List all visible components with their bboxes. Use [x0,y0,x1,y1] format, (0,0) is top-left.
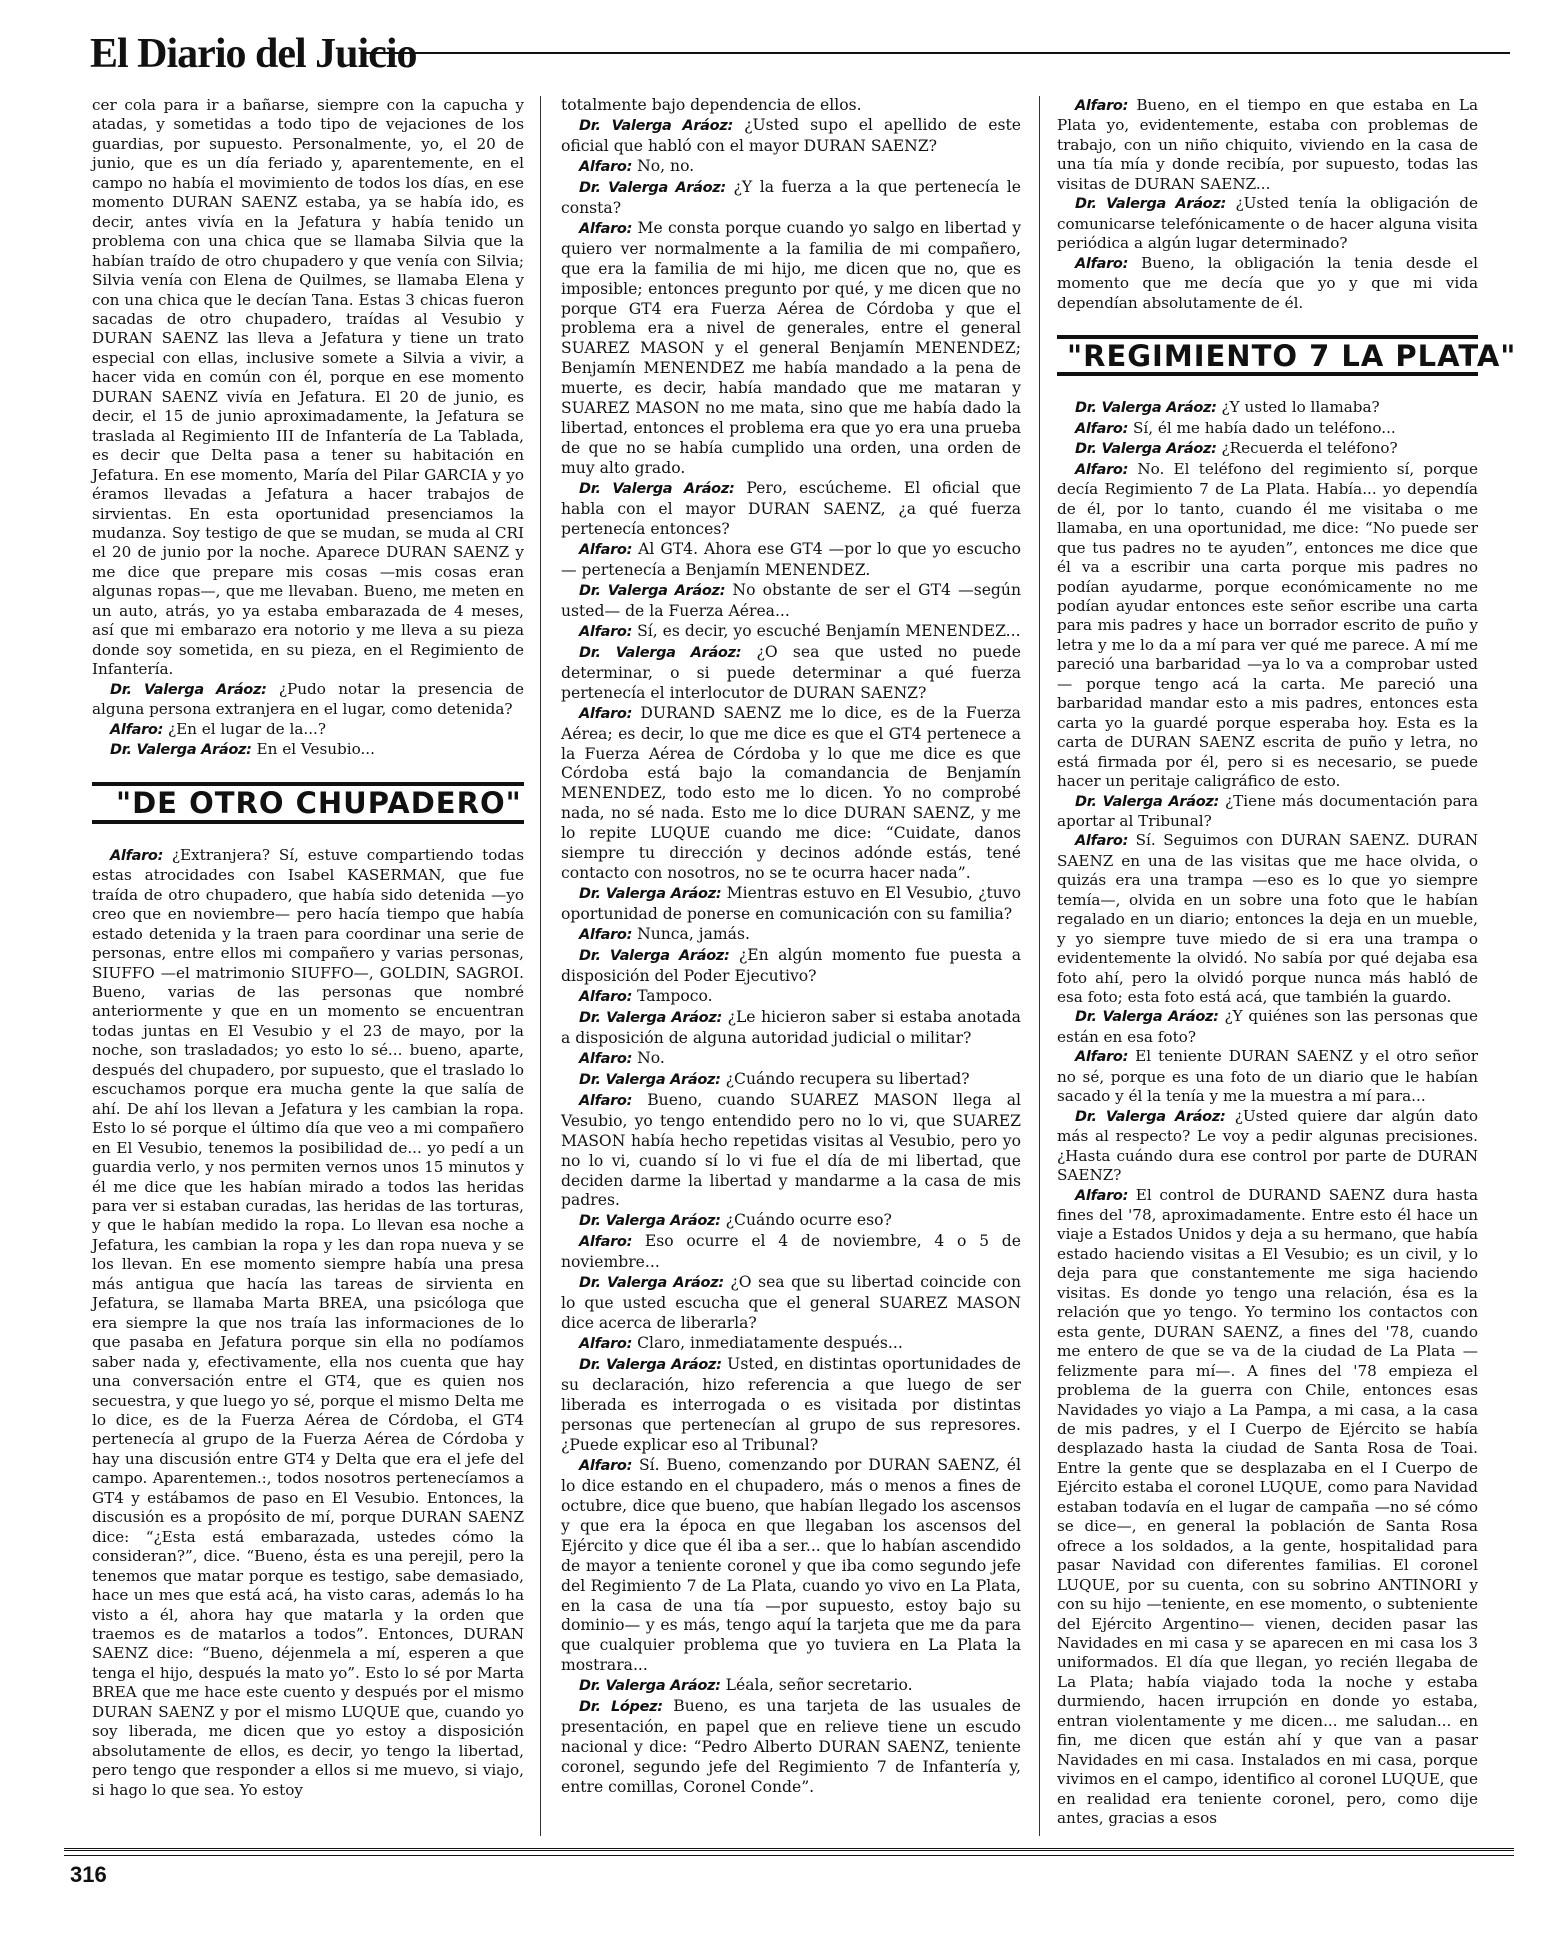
paragraph: Dr. Valerga Aráoz: ¿Y usted lo llamaba? [1075,398,1380,417]
speaker: Dr. Valerga Aráoz: [579,1071,721,1088]
speaker: Dr. Valerga Aráoz: [1075,400,1217,417]
paragraph: Dr. Valerga Aráoz: ¿Y quiénes son las personas que están en esa foto? [1057,1007,1478,1046]
speaker: Alfaro: [579,1336,633,1353]
speaker: Alfaro: [1075,1049,1129,1066]
speaker: Alfaro: [1075,420,1129,437]
paragraph: Dr. Valerga Aráoz: ¿Recuerda el teléfono? [1075,439,1398,458]
paragraph: Dr. Valerga Aráoz: ¿O sea que su libertad coincide con lo que usted escucha que el general SUAREZ MASON dice acerca de liberarla? [561,1273,1021,1333]
paragraph: Alfaro: Al GT4. Ahora ese GT4 —por lo que yo escucho— pertenecía a Benjamín MENENDEZ. [561,539,1021,579]
bottom-rule [64,1848,1514,1856]
paragraph: Alfaro: ¿En el lugar de la...? [110,719,327,738]
speaker: Dr. Valerga Aráoz: [579,948,730,965]
speaker: Alfaro: [579,705,633,722]
paragraph: Dr. Valerga Aráoz: En el Vesubio... [110,739,375,758]
speaker: Alfaro: [579,988,633,1005]
paragraph: Dr. Valerga Aráoz: ¿Usted quiere dar algún dato más al respecto? Le voy a pedir algunas precisiones. ¿Hasta cuándo dura ese control por parte de DURAN SAENZ? [1057,1106,1479,1185]
speaker: Dr. Valerga Aráoz: [579,1678,721,1695]
speaker: Dr. Valerga Aráoz: [579,1275,724,1292]
paragraph: Alfaro: Sí, es decir, yo escuché Benjamín MENENDEZ... [579,621,1021,640]
paragraph: Dr. Valerga Aráoz: Pero, escúcheme. El oficial que habla con el mayor DURAN SAENZ, ¿a qué fuerza pertenecía entonces? [561,479,1021,539]
speaker: Dr. Valerga Aráoz: [579,886,722,903]
masthead [90,30,1510,80]
paragraph: Alfaro: Nunca, jamás. [579,925,750,944]
paragraph: Alfaro: Sí, él me había dado un teléfono... [1075,418,1396,437]
section-headline: "DE OTRO CHUPADERO" [92,782,524,823]
speaker: Dr. López: [579,1699,663,1716]
paragraph: totalmente bajo dependencia de ellos. [561,96,862,114]
speaker: Dr. Valerga Aráoz: [579,1213,721,1230]
paragraph: Dr. Valerga Aráoz: ¿Cuándo ocurre eso? [579,1211,892,1230]
speaker: Alfaro: [579,927,633,944]
speaker: Dr. Valerga Aráoz: [110,741,252,758]
paragraph: Alfaro: Bueno, cuando SUAREZ MASON llega al Vesubio, yo tengo entendido pero no lo vi, que SUAREZ MASON había hecho repetidas visitas al Vesubio, pero yo no lo vi, cuando sí lo vi fue el día de mi libertad, que deciden darme la libertad y mandarme a la casa de mis padres. [561,1090,1021,1210]
paragraph: Dr. Valerga Aráoz: ¿Usted supo el apellido de este oficial que habló con el mayor DURAN SAENZ? [561,115,1021,155]
speaker: Dr. Valerga Aráoz: [579,179,726,196]
speaker: Dr. Valerga Aráoz: [579,117,733,134]
paragraph: Alfaro: No. [579,1048,665,1067]
speaker: Dr. Valerga Aráoz: [579,644,742,661]
speaker: Alfaro: [579,158,633,175]
paragraph: Dr. Valerga Aráoz: ¿Le hicieron saber si estaba anotada a disposición de alguna autoridad judicial o militar? [561,1007,1021,1047]
speaker: Dr. Valerga Aráoz: [1075,196,1226,213]
paragraph: Dr. Valerga Aráoz: Usted, en distintas oportunidades de su declaración, hizo referencia a que luego de ser liberada es interrogada o es visitada por distintas personas que pertenecían al grupo de sus represores. ¿Puede explicar eso al Tribunal? [561,1355,1021,1454]
paragraph: Dr. Valerga Aráoz: ¿En algún momento fue puesta a disposición del Poder Ejecutivo? [561,946,1021,985]
paragraph: Dr. Valerga Aráoz: Léala, señor secretario. [579,1676,913,1695]
paragraph: Dr. Valerga Aráoz: No obstante de ser el GT4 —según usted— de la Fuerza Aérea... [561,580,1021,620]
column-divider [1039,96,1040,1836]
paragraph: Alfaro: Claro, inmediatamente después... [579,1334,903,1353]
paragraph: Alfaro: No, no. [579,156,695,175]
column-1 [92,96,524,1800]
speaker: Alfaro: [1075,255,1129,272]
masthead-rule [362,52,1510,54]
paragraph: Dr. Valerga Aráoz: ¿Usted tenía la obligación de comunicarse telefónicamente o de hacer alguna visita periódica a algún lugar determinado? [1057,194,1479,253]
speaker: Alfaro: [579,541,633,558]
speaker: Dr. Valerga Aráoz: [579,1357,722,1374]
paragraph: Dr. Valerga Aráoz: ¿O sea que usted no puede determinar, o si puede determinar a qué fuerza pertenecía el interlocutor de DURAN SAENZ? [561,642,1021,702]
paragraph: Dr. López: Bueno, es una tarjeta de las usuales de presentación, en papel que en relieve tiene un escudo nacional y dice: “Pedro Alberto DURAN SAENZ, teniente coronel, segundo jefe del Regimiento 7 de Infantería y, entre comillas, Coronel Conde”. [561,1697,1021,1797]
paragraph: Dr. Valerga Aráoz: ¿Y la fuerza a la que pertenecía le consta? [561,177,1021,217]
paragraph: Alfaro: Eso ocurre el 4 de noviembre, 4 o 5 de noviembre... [561,1232,1021,1272]
speaker: Alfaro: [579,1234,633,1251]
paragraph: Alfaro: El teniente DURAN SAENZ y el otro señor no sé, porque es una foto de un diario que le habían sacado y él la tenía y me la muestra a mí para... [1057,1047,1478,1106]
paragraph: Dr. Valerga Aráoz: ¿Pudo notar la presencia de alguna persona extranjera en el lugar, como detenida? [92,679,524,719]
speaker: Dr. Valerga Aráoz: [1075,441,1217,458]
column-2 [561,96,1021,1798]
speaker: Alfaro: [110,847,164,864]
masthead-title: El Diario del Juicio [90,31,417,77]
paragraph: Alfaro: DURAND SAENZ me lo dice, es de la Fuerza Aérea; es decir, lo que me dice es que el GT4 pertenece a la Fuerza Aérea de Córdoba y lo que me dice es que Córdoba está bajo la comandancia de Benjamín MENENDEZ, todo esto me lo dicen. Yo no comprobé nada, no sé nada. Esto me lo dice DURAN SAENZ, y me lo repite LUQUE cuando me dice: “Cuidate, danos siempre tu dirección y decinos adónde estás, tené contacto con nosotros, no se te ocurra hacer nada”. [561,703,1021,883]
paragraph: cer cola para ir a bañarse, siempre con la capucha y atadas, y sometidas a todo tipo de vejaciones de los guardias, por supuesto. Personalmente, yo, el 20 de junio, que es un día feriado y, aparentemente, en el campo no había el movimiento de todos los días, en ese momento DURAN SAENZ estaba, ya se había ido, es decir, antes vivía en la Jefatura y había tenido un problema con una chica que se llamaba Silvia que la habían traído de otro chupadero y que venía con Silvia; Silvia venía con Elena de Quilmes, se llamaba Elena y con una chica que le decían Tana. Estas 3 chicas fueron sacadas de otro chupadero, traídas al Vesubio y DURAN SAENZ las lleva a Jefatura y tiene un trato especial con ellas, inclusive somete a Silvia a vivir, a hacer vida en común con él, porque en ese momento DURAN SAENZ vivía en Jefatura. El 20 de junio, es decir, el 15 de junio aproximadamente, la Jefatura se traslada al Regimiento III de Infantería de La Tablada, es decir que Delta pasa a tener su habitación en Jefatura. En ese momento, María del Pilar GARCIA y yo éramos llevadas a Jefatura a hacer trabajos de sirvientas. En esta oportunidad presenciamos la mudanza. Soy testigo de que se mudan, se muda al CRI el 20 de junio por la noche. Aparece DURAN SAENZ y me dice que prepare mis cosas —mis cosas eran algunas ropas—, que me llevaban. Bueno, me meten en un auto, atrás, yo ya estaba embarazada de 4 meses, así que mi embarazo era notorio y me lleva a su pieza donde soy sometida, en su pieza, en el Regimiento de Infantería. [92,96,524,679]
paragraph: Alfaro: Me consta porque cuando yo salgo en libertad y quiero ver normalmente a la familia de mi compañero, que era la familia de mi hijo, me dicen que no, que es imposible; entonces pregunto por qué, y me dicen que no porque GT4 era Fuerza Aérea de Córdoba y que el problema era a nivel de generales, entre el general SUAREZ MASON y el general Benjamín MENENDEZ; Benjamín MENENDEZ me había mandado a la pena de muerte, es decir, había mandado que me mataran y SUAREZ MASON no me mata, sino que me había dado la libertad, entonces el problema era que yo era una prueba de que no se había cumplido una orden, una orden de muy alto grado. [561,218,1021,478]
speaker: Alfaro: [1075,98,1129,114]
speaker: Dr. Valerga Aráoz: [579,1009,722,1026]
speaker: Dr. Valerga Aráoz: [110,681,267,698]
paragraph: Alfaro: No. El teléfono del regimiento sí, porque decía Regimiento 7 de La Plata. Había... yo dependía de él, por lo tanto, cuando él me visitaba o me llamaba, en una oportunidad, me dice: “No puede ser que tus padres no te ayuden”, entonces me dice que él va a escribir una carta porque mis padres no podían ayudarme, porque económicamente no me podían ayudar entonces este señor escribe una carta para mis padres y hace un borrador escrito de puño y letra y me lo da a mí para ver qué me parece. A mí me pareció una barbaridad —ya lo va a comprobar usted— porque tengo acá la carta. Me pareció una barbaridad mandar esto a mis padres, entonces esta carta yo la guardé porque esperaba hoy. Esta es la carta de DURAN SAENZ escrita de puño y letra, no está firmada por él, pero si es necesario, se puede hacer un peritaje caligráfico de esto. [1057,459,1479,791]
paragraph: Alfaro: Sí. Bueno, comenzando por DURAN SAENZ, él lo dice estando en el chupadero, más o menos a fines de octubre, dice que bueno, que habían llegado los ascensos y que era la época en que llegaban los ascensos del Ejército y dice que él iba a ser... que lo habían ascendido de mayor a teniente coronel y que iba como segundo jefe del Regimiento 7 de La Plata, cuando yo vivo en La Plata, en la casa de una tía —por supuesto, estoy bajo su dominio— y es más, tengo aquí la tarjeta que me da para que cualquier problema que yo tuviera en La Plata la mostrara... [561,1455,1021,1675]
paragraph: Alfaro: ¿Extranjera? Sí, estuve compartiendo todas estas atrocidades con Isabel KASERMAN, que fue traída de otro chupadero, que había sido detenida —yo creo que en noviembre— pero hacía tiempo que había estado detenida y la traen para coordinar una serie de personas, entre ellos mi compañero y varias personas, SIUFFO —el matrimonio SIUFFO—, GOLDIN, SAGROI. Bueno, varias de las personas que nombré anteriormente y que en un momento se encuentran todas juntas en El Vesubio y el 23 de mayo, por la noche, son trasladados; yo esto lo sé... bueno, aparte, después del chupadero, por supuesto, que el traslado lo escuchamos porque era mucha gente la que salía de ahí. De ahí los llevan a Jefatura y les cambian la ropa. Esto lo sé porque el último día que veo a mi compañero en El Vesubio, tenemos la posibilidad de... yo pedí a un guardia verlo, y nos permiten vernos unos 15 minutos y él me dice que les habían mirado a todos las heridas para ver si estaban curadas, las heridas de las torturas, y que le habían medido la ropa. Lo llevan esa noche a Jefatura, les cambian la ropa y les dan ropa nueva y se los llevan. En ese momento siempre había una presa más antigua que hacía las tareas de sirvienta en Jefatura, se llamaba Marta BREA, una psicóloga que era siempre la que nos traía las informaciones de lo que pasaba en Jefatura porque sin ella no podíamos saber nada y, efectivamente, ella nos cuenta que hay una conversación entre el GT4, que es quien nos secuestra, y que luego yo sé, porque el mismo Delta me lo dice, es de la Fuerza Aérea de Córdoba, el GT4 pertenecía al grupo de la Fuerza Aérea de Córdoba y hay una discusión entre GT4 y Delta que era el jefe del campo. Aparentemen.:, todos nosotros pertenecíamos a GT4 y estábamos de paso en El Vesubio. Entonces, la discusión es a propósito de mí, porque DURAN SAENZ dice: “¿Esta está embarazada, ustedes cómo la consideran?”, dice. “Bueno, ésta es una perejil, pero la tenemos que matar porque es testigo, sabe demasiado, hace un mes que está acá, ha visto caras, además lo ha visto a él, ahora hay que matarla y la orden que traemos es de matarlos a todos”. Entonces, DURAN SAENZ dice: “Bueno, déjenmela a mí, esperen a que tenga el hijo, después la mato yo”. Esto lo sé por Marta BREA que me hace este cuento y después por el mismo DURAN SAENZ y por el mismo LUQUE que, cuando yo soy liberada, me dicen que yo estoy a disposición absolutamente de ellos, es decir, yo tengo la libertad, pero tengo que responder a ellos si me muevo, si viajo, si hago lo que sea. Yo estoy [92,845,524,1799]
speaker: Dr. Valerga Aráoz: [579,481,735,498]
paragraph: Dr. Valerga Aráoz: ¿Tiene más documentación para aportar al Tribunal? [1057,791,1478,830]
speaker: Alfaro: [579,623,633,640]
speaker: Alfaro: [1075,461,1129,478]
paragraph: Dr. Valerga Aráoz: ¿Cuándo recupera su libertad? [579,1069,970,1088]
speaker: Alfaro: [579,1050,633,1067]
speaker: Dr. Valerga Aráoz: [1075,1108,1226,1125]
speaker: Alfaro: [110,721,164,738]
column-divider [540,96,541,1836]
paragraph: Alfaro: Tampoco. [579,986,713,1005]
speaker: Alfaro: [579,220,633,237]
section-headline: "REGIMIENTO 7 LA PLATA" [1057,335,1478,376]
speaker: Alfaro: [579,1092,633,1109]
paragraph: Alfaro: El control de DURAND SAENZ dura hasta fines del '78, aproximadamente. Entre esto él hace un viaje a Estados Unidos y deja a su hermano, que había estado haciendo visitas a El Vesubio; es un civil, y lo deja para que constantemente me siga haciendo visitas. Es donde yo tengo una relación, ésa es la relación que yo tengo. Yo termino los contactos con esta gente, DURAN SAENZ, a fines del '78, cuando me entero de que se va de la ciudad de La Plata —felizmente para mí—. A fines del '78 empieza el problema de la guerra con Chile, entonces esas Navidades yo viajo a La Pampa, a mi casa, a la casa de mis padres, y el I Cuerpo de Ejército se había desplazado hasta la ciudad de Santa Rosa de Toai. Entre la gente que se desplazaba en el I Cuerpo de Ejército estaba el coronel LUQUE, como para Navidad estaban todavía en el lugar de campaña —no sé cómo se dice—, en general la población de Santa Rosa ofrece a los soldados, a la gente, hospitalidad para pasar Navidad con diferentes familias. El coronel LUQUE, por su cuenta, con su sobrino ANTINORI y con su hijo —teniente, en ese momento, o subteniente del Ejército Argentino— vienen, deciden pasar las Navidades en mi casa y se aparecen en mi casa los 3 uniformados. El día que llegan, yo recién llegaba de La Plata; había viajado toda la noche y estaba durmiendo, hacen irrupción en donde yo estaba, entran violentamente y me dicen... me saludan... en fin, me dicen que están ahí y que van a pasar Navidades en mi casa. Instalados en mi casa, porque vivimos en el campo, identifico al coronel LUQUE, que en realidad era teniente coronel, pero, como dije antes, gracias a esos [1057,1185,1478,1828]
speaker: Alfaro: [1075,1187,1129,1204]
paragraph: Alfaro: Bueno, en el tiempo en que estaba en La Plata yo, evidentemente, estaba con problemas de trabajo, con un niño chiquito, viviendo en la casa de una tía mía y donde recibía, por supuesto, todas las visitas de DURAN SAENZ... [1057,96,1478,193]
speaker: Dr. Valerga Aráoz: [579,582,726,599]
page-number: 316 [70,1862,107,1887]
speaker: Alfaro: [1075,833,1129,850]
speaker: Dr. Valerga Aráoz: [1075,793,1220,810]
speaker: Alfaro: [579,1457,633,1474]
paragraph: Alfaro: Bueno, la obligación la tenia desde el momento que me decía que yo y que mi vida dependían absolutamente de él. [1057,253,1478,312]
speaker: Dr. Valerga Aráoz: [1075,1009,1219,1026]
paragraph: Alfaro: Sí. Seguimos con DURAN SAENZ. DURAN SAENZ en una de las visitas que me hace olvida, o quizás era una trampa —eso es lo que yo siempre temía—, olvida en un sobre una foto que le habían regalado en un diario; entonces la deja en un mueble, y yo siempre tuve miedo de si era una trampa o evidentemente la olvidó. No sabía por qué dejaba esa foto ahí, pero la olvidó porque nunca más habló de esa foto; esta foto está acá, que también la guardo. [1057,831,1478,1007]
column-3 [1057,96,1517,1829]
paragraph: Dr. Valerga Aráoz: Mientras estuvo en El Vesubio, ¿tuvo oportunidad de ponerse en comunicación con su familia? [561,884,1021,924]
